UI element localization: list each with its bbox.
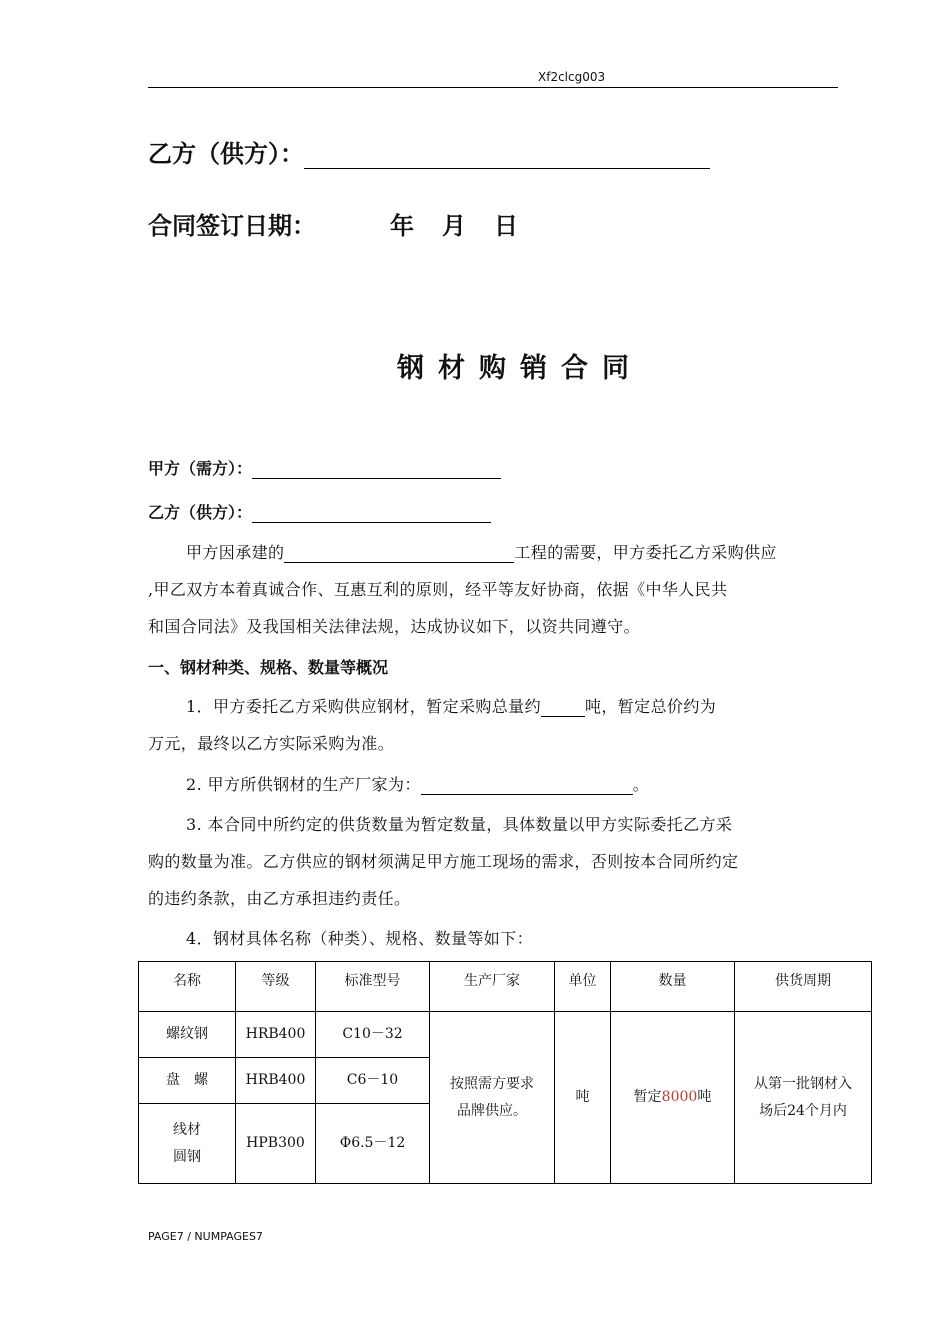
header-period: 供货周期 (735, 962, 872, 1012)
party-a-blank[interactable] (252, 460, 501, 479)
intro-text-a: 甲方因承建的 (186, 543, 285, 562)
party-a-line (148, 456, 501, 479)
header-unit: 单位 (555, 962, 611, 1012)
period-line-2: 场后24个月内 (759, 1102, 847, 1119)
quantity-cell (611, 1012, 735, 1184)
header-model: 标准型号 (316, 962, 430, 1012)
item-2-end: 。 (632, 775, 650, 794)
intro-line-2: ,甲乙双方本着真诚合作、互惠互利的原则，经平等友好协商，依据《中华人民共 (148, 580, 728, 599)
row-1-model: C10－32 (316, 1012, 430, 1058)
header-rule (148, 87, 838, 88)
manufacturer-line-1: 按照需方要求 (450, 1075, 534, 1092)
table-header-row (139, 962, 872, 1012)
sign-date-fields (390, 206, 518, 241)
intro-line-1 (186, 540, 777, 563)
tonnage-blank[interactable] (541, 698, 585, 717)
page-footer: PAGE7 / NUMPAGES7 (148, 1230, 263, 1243)
row-3-model: Φ6.5－12 (316, 1104, 430, 1184)
period-line-1: 从第一批钢材入 (754, 1075, 852, 1092)
item-2-line (186, 772, 649, 795)
quantity-suffix: 吨 (697, 1089, 712, 1106)
cover-party-b-label: 乙方（供方）： (148, 140, 304, 168)
row-2-grade: HRB400 (236, 1058, 316, 1104)
cover-party-b-blank[interactable] (304, 142, 710, 169)
manufacturer-line-2: 品牌供应。 (457, 1102, 527, 1119)
project-name-blank[interactable] (284, 544, 514, 563)
date-month: 月 (442, 212, 466, 240)
row-3-name-line-1: 线材 (173, 1121, 201, 1138)
cover-sign-date (148, 206, 316, 241)
row-3-name-line-2: 圆钢 (173, 1148, 201, 1165)
header-code: Xf2clcg003 (538, 70, 606, 84)
item-3-line-3: 的违约条款，由乙方承担违约责任。 (148, 889, 411, 908)
table-row (139, 1012, 872, 1058)
item-3-line-1: 3. 本合同中所约定的供货数量为暂定数量，具体数量以甲方实际委托乙方采 (186, 815, 733, 834)
header-name: 名称 (139, 962, 236, 1012)
header-grade: 等级 (236, 962, 316, 1012)
item-1-line-2: 万元，最终以乙方实际采购为准。 (148, 734, 395, 753)
sign-date-label: 合同签订日期： (148, 212, 316, 240)
header-quantity: 数量 (611, 962, 735, 1012)
row-1-grade: HRB400 (236, 1012, 316, 1058)
item-3-line-2: 购的数量为准。乙方供应的钢材须满足甲方施工现场的需求，否则按本合同所约定 (148, 852, 739, 871)
date-year: 年 (390, 212, 414, 240)
quantity-value: 8000 (661, 1089, 698, 1106)
item-1-text-b: 吨，暂定总价约为 (584, 697, 717, 716)
party-b-line (148, 500, 491, 523)
item-1-line-1 (186, 694, 716, 717)
manufacturer-cell (430, 1012, 555, 1184)
party-a-label: 甲方（需方）： (148, 459, 253, 478)
item-1-text-a: 1．甲方委托乙方采购供应钢材，暂定采购总量约 (186, 697, 541, 716)
section-1-heading: 一、钢材种类、规格、数量等概况 (148, 658, 389, 677)
manufacturer-blank[interactable] (421, 776, 633, 795)
row-2-name: 盘 螺 (139, 1058, 236, 1104)
party-b-label: 乙方（供方）： (148, 503, 253, 522)
item-4-line: 4．钢材具体名称（种类）、规格、数量等如下： (186, 929, 533, 948)
item-2-text: 2. 甲方所供钢材的生产厂家为： (186, 775, 421, 794)
header-manufacturer: 生产厂家 (430, 962, 555, 1012)
quantity-prefix: 暂定 (633, 1089, 662, 1106)
cover-party-b (148, 134, 710, 169)
contract-title: 钢材购销合同 (397, 353, 643, 384)
party-b-blank[interactable] (252, 504, 491, 523)
intro-text-b: 工程的需要，甲方委托乙方采购供应 (514, 543, 777, 562)
row-3-name (139, 1104, 236, 1184)
intro-line-3: 和国合同法》及我国相关法律法规，达成协议如下，以资共同遵守。 (148, 617, 641, 636)
row-2-model: C6－10 (316, 1058, 430, 1104)
row-3-grade: HPB300 (236, 1104, 316, 1184)
period-cell (735, 1012, 872, 1184)
row-1-name: 螺纹钢 (139, 1012, 236, 1058)
steel-spec-table (138, 961, 872, 1184)
unit-cell: 吨 (555, 1012, 611, 1184)
date-day: 日 (494, 212, 518, 240)
